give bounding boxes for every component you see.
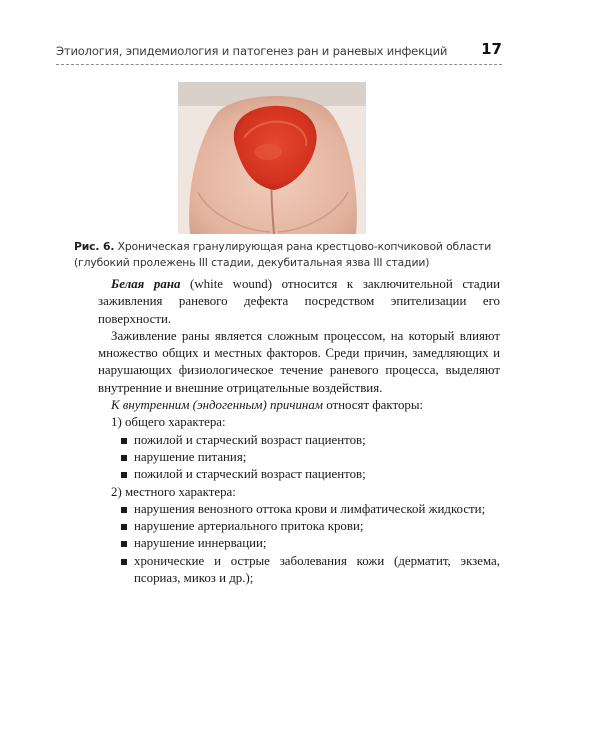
- term-white-wound: Белая рана: [111, 277, 181, 291]
- list-item: нарушения венозного оттока крови и лимфатической жидкости;: [120, 501, 500, 518]
- paragraph-internal-causes: [98, 397, 500, 414]
- figure-caption-text: Хроническая гранулирующая рана крестцово-копчиковой области (глубокий пролежень III стадии, декубитальная язва III стадии): [74, 240, 492, 269]
- paragraph-healing: Заживление раны является сложным процессом, на который влияют множество общих и местных факторов. Среди причин, замедляющих и нарушающих физиологическое течение раневого процесса, выделяют внутренние и внешние отрицательные воздействия.: [98, 328, 500, 395]
- local-factors-list: [98, 501, 500, 587]
- group-general-label: 1) общего характера:: [111, 415, 226, 430]
- list-item: пожилой и старческий возраст пациентов;: [120, 432, 500, 449]
- group-local-label: 2) местного характера:: [111, 484, 236, 499]
- running-title: Этиология, эпидемиология и патогенез ран и раневых инфекций: [56, 44, 448, 58]
- list-item: хронические и острые заболевания кожи (дерматит, экзема, псориаз, микоз и др.);: [120, 553, 500, 588]
- header-divider: [56, 64, 502, 65]
- main-text: [98, 276, 500, 587]
- list-item: нарушение иннервации;: [120, 535, 500, 552]
- page-number: 17: [481, 40, 502, 58]
- running-header: [56, 40, 502, 58]
- figure-photo: [178, 82, 366, 234]
- granulation-spot: [254, 144, 282, 160]
- figure-caption: [74, 239, 504, 271]
- figure-label: Рис. 6.: [74, 240, 115, 253]
- list-item: нарушение питания;: [120, 449, 500, 466]
- wound-photo-illustration: [178, 82, 366, 234]
- paragraph-white-wound: [98, 276, 500, 328]
- general-factors-list: [98, 432, 500, 484]
- paragraph-1-text: (white wound) относится к заключительной стадии заживления раневого дефекта посредством эпителизации его поверхности.: [98, 277, 500, 326]
- list-item: пожилой и старческий возраст пациентов;: [120, 466, 500, 483]
- list-item: нарушение артериального притока крови;: [120, 518, 500, 535]
- paragraph-3-text: относят факторы:: [323, 398, 424, 413]
- internal-causes-italic: К внутренним (эндогенным) причинам: [111, 398, 324, 413]
